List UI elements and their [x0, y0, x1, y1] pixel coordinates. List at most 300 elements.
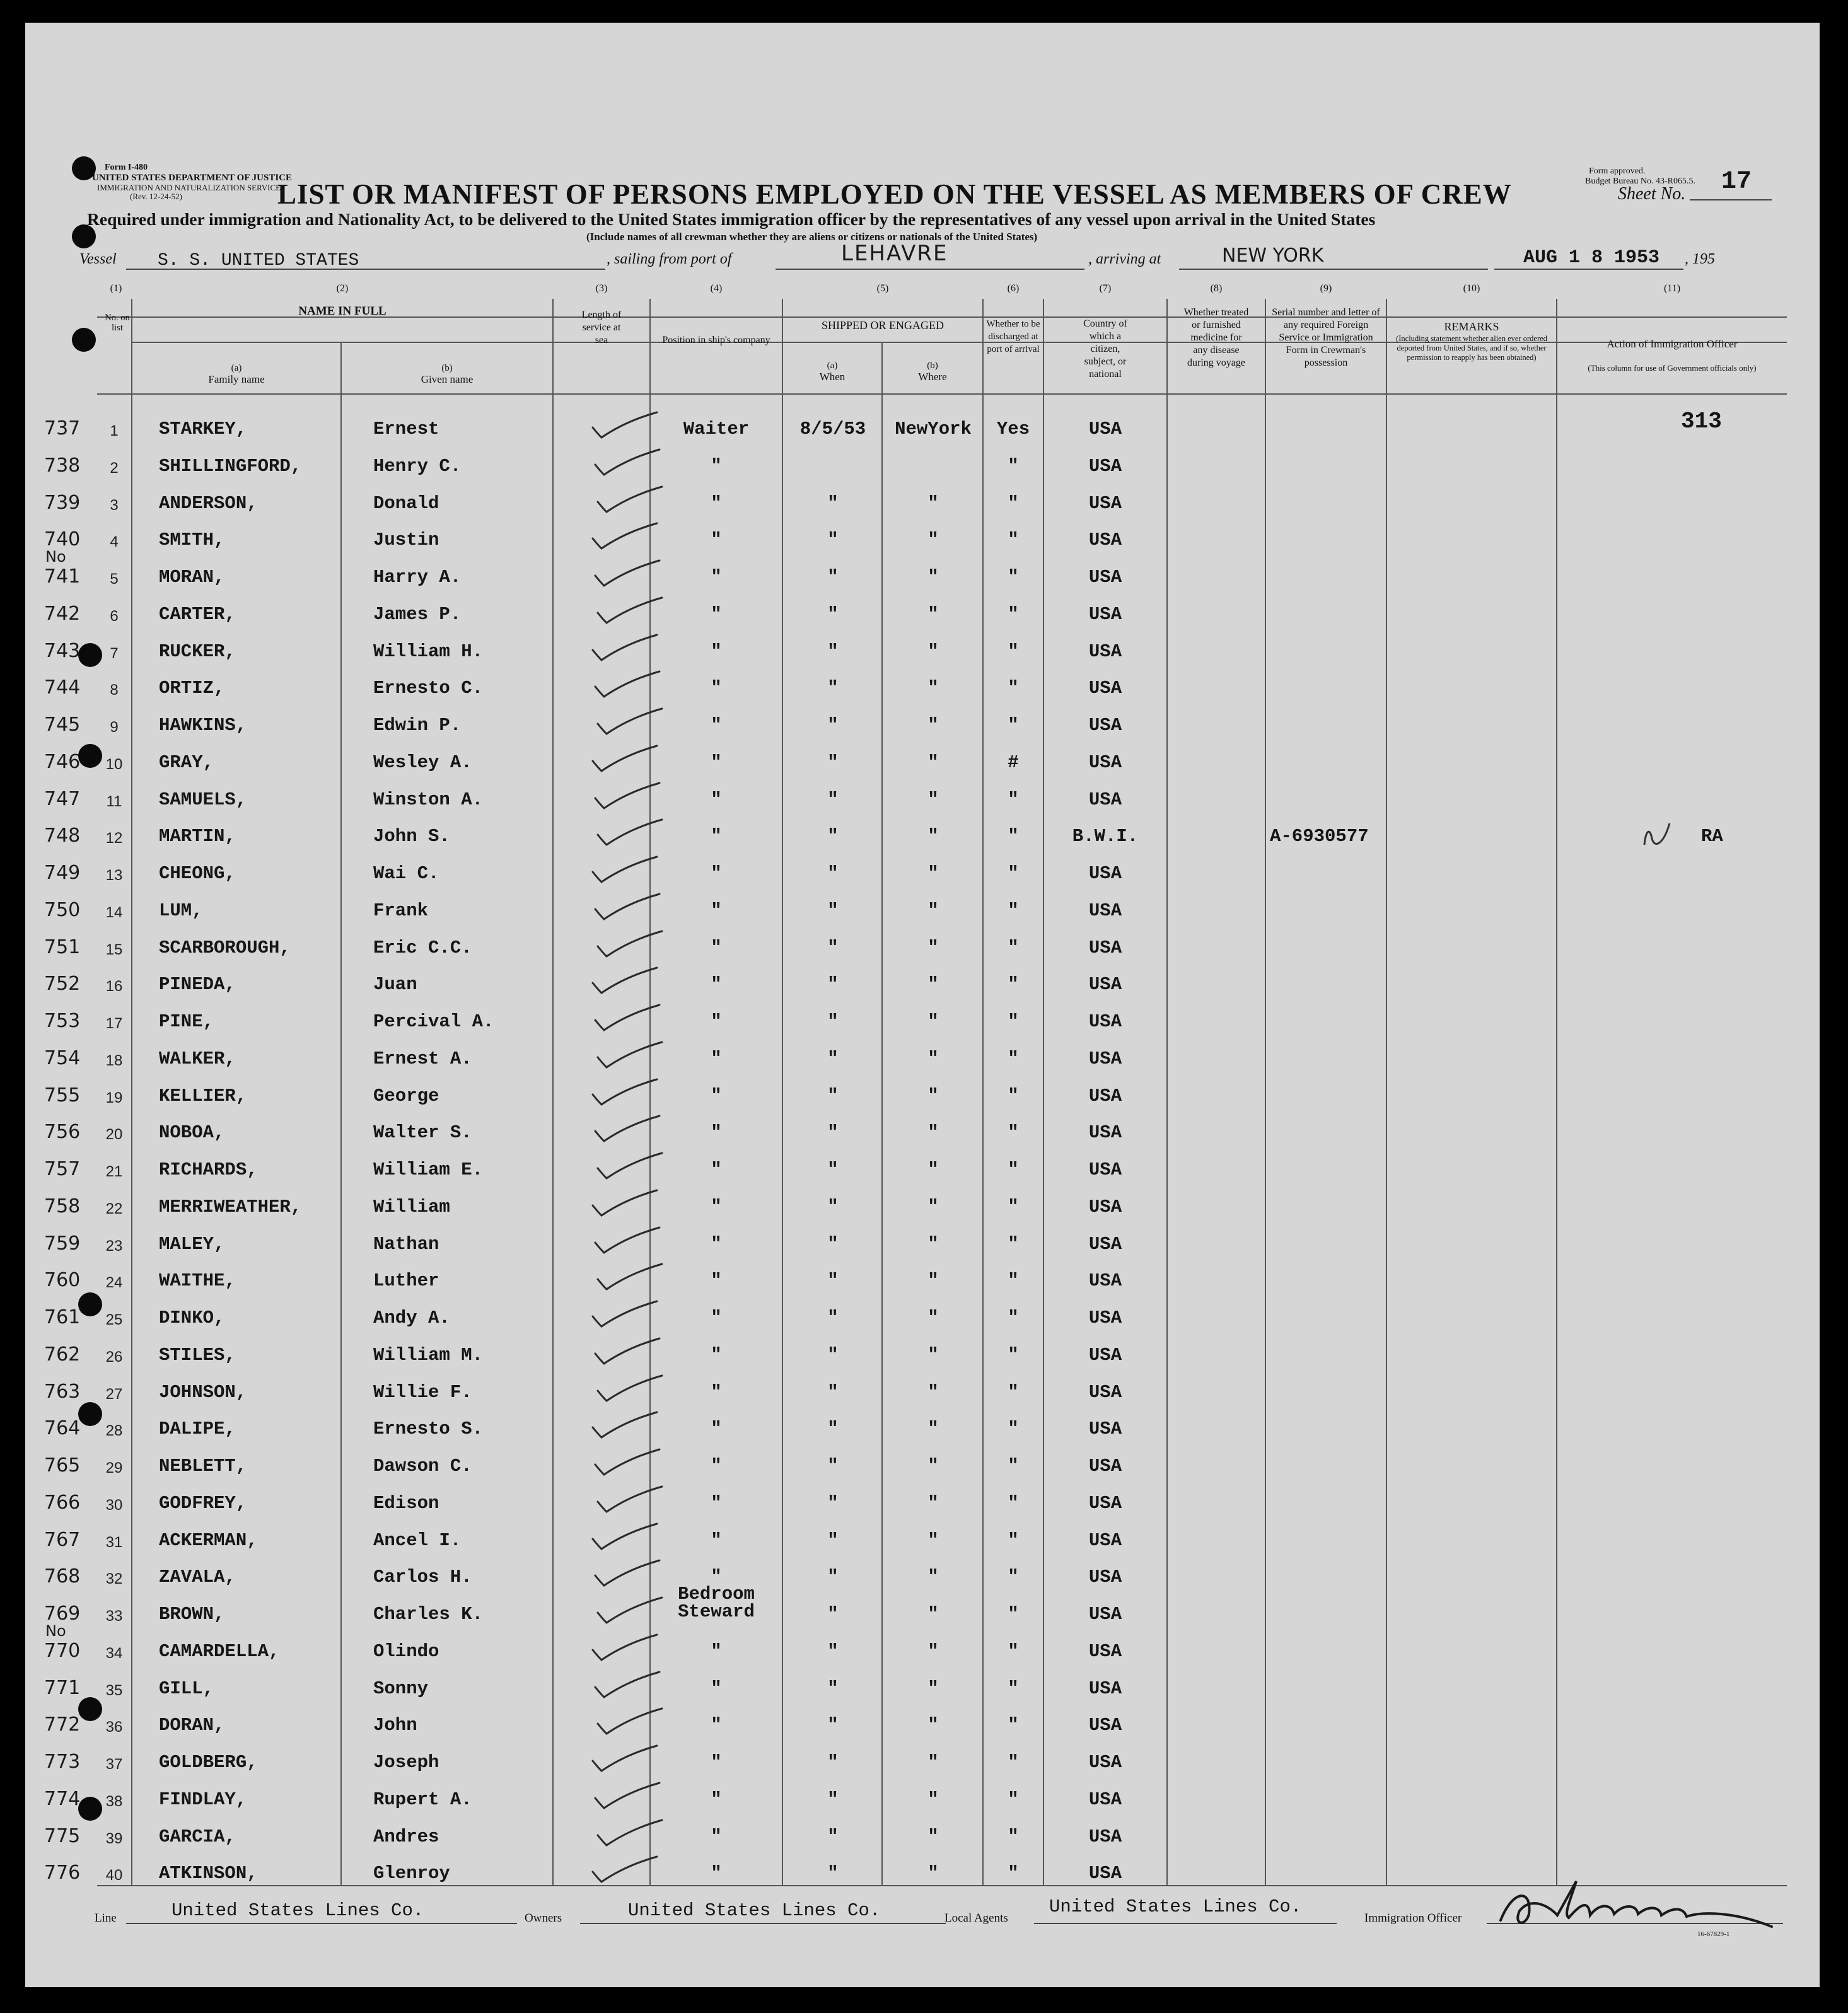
page-title: LIST OR MANIFEST OF PERSONS EMPLOYED ON THE VESSEL AS MEMBERS OF CREW	[277, 178, 1512, 210]
checkmark-icon	[593, 816, 668, 851]
position: "	[711, 751, 722, 773]
checkmark-icon	[588, 1742, 663, 1777]
family-name: SMITH,	[159, 530, 225, 551]
service: IMMIGRATION AND NATURALIZATION SERVICE	[97, 183, 281, 192]
shipped-where: "	[927, 1567, 939, 1588]
row-number: 3	[110, 496, 119, 514]
checkmark-icon	[590, 446, 666, 481]
col5-sub-rule	[782, 342, 982, 343]
position: "	[711, 1085, 722, 1106]
country: USA	[1088, 1789, 1122, 1810]
checkmark-icon	[588, 742, 663, 777]
checkmark-icon	[590, 557, 666, 592]
shipped-when: "	[827, 1492, 839, 1514]
discharge-status: "	[1008, 1270, 1019, 1292]
country: USA	[1088, 492, 1122, 514]
shipped-when: "	[827, 937, 839, 958]
country: USA	[1088, 1492, 1122, 1514]
country: USA	[1088, 1752, 1122, 1773]
col-divider	[340, 342, 342, 1885]
col-number: (8)	[1210, 283, 1223, 294]
shipped-where: "	[927, 1715, 939, 1736]
family-name: LUM,	[159, 900, 203, 921]
country: USA	[1088, 1826, 1122, 1847]
shipped-when: "	[827, 1196, 839, 1217]
row-number: 5	[110, 571, 119, 588]
checkmark-icon	[590, 1112, 666, 1147]
country: B.W.I.	[1072, 826, 1139, 847]
handwritten-line-number: 740	[44, 528, 81, 551]
country: USA	[1088, 863, 1122, 884]
discharge-status: "	[1008, 1826, 1019, 1847]
checkmark-icon	[588, 409, 663, 444]
shipped-when: "	[827, 1381, 839, 1403]
checkmark-icon	[593, 705, 668, 740]
discharge-status: "	[1008, 900, 1019, 921]
shipped-where: "	[927, 863, 939, 884]
checkmark-icon	[588, 519, 663, 555]
shipped-when: "	[827, 567, 839, 588]
family-name: NEBLETT,	[159, 1456, 247, 1476]
arriving-label: , arriving at	[1088, 251, 1161, 267]
col-number: (11)	[1663, 283, 1681, 294]
country: USA	[1088, 715, 1122, 736]
discharge-status: "	[1008, 715, 1019, 736]
shipped-when: "	[827, 1048, 839, 1069]
country: USA	[1088, 974, 1122, 995]
country: USA	[1088, 567, 1122, 588]
checkmark-icon	[588, 1408, 663, 1444]
handwritten-line-number: 758	[44, 1195, 81, 1217]
row-number: 22	[105, 1200, 123, 1217]
handwritten-line-number: 749	[44, 862, 81, 884]
shipped-where: "	[927, 1604, 939, 1625]
position: "	[711, 1456, 722, 1476]
checkmark-icon	[588, 1631, 663, 1666]
given-name: James P.	[373, 603, 462, 625]
checkmark-icon	[590, 779, 666, 815]
country: USA	[1088, 1567, 1122, 1588]
col-divider	[1166, 299, 1168, 1885]
handwritten-line-number: 765	[44, 1454, 81, 1476]
col-number: (4)	[710, 283, 723, 294]
shipped-where: "	[927, 1678, 939, 1699]
family-name: CAMARDELLA,	[159, 1640, 280, 1662]
handwritten-line-number: 750	[44, 898, 81, 921]
shipped-when: "	[827, 826, 839, 847]
position: "	[711, 455, 722, 477]
position: "	[711, 1122, 722, 1144]
family-name: MERRIWEATHER,	[159, 1196, 302, 1217]
position: "	[711, 789, 722, 810]
shipped-where: "	[927, 789, 939, 810]
family-name: BROWN,	[159, 1604, 225, 1625]
family-name: JOHNSON,	[159, 1381, 247, 1403]
sheet-no-line	[1690, 199, 1772, 200]
shipped-where: "	[927, 1196, 939, 1217]
table-header-rule	[97, 393, 1787, 395]
department: UNITED STATES DEPARTMENT OF JUSTICE	[92, 173, 293, 183]
family-name: ORTIZ,	[159, 678, 225, 699]
given-name: Edison	[373, 1492, 439, 1514]
discharge-status: "	[1008, 1678, 1019, 1699]
family-name: KELLIER,	[159, 1085, 247, 1106]
country: USA	[1088, 751, 1122, 773]
given-name: William E.	[373, 1159, 484, 1180]
position: "	[711, 1418, 722, 1440]
col-number: (7)	[1099, 283, 1112, 294]
shipped-when: "	[827, 1567, 839, 1588]
form-approved: Form approved.	[1589, 166, 1646, 176]
col-sub-label: (a)	[827, 361, 838, 371]
handwritten-line-number: 753	[44, 1010, 81, 1032]
shipped-when: "	[827, 1085, 839, 1106]
family-name: WAITHE,	[159, 1270, 236, 1292]
given-name: Andy A.	[373, 1308, 450, 1328]
handwritten-line-number: 762	[44, 1343, 81, 1366]
shipped-when: "	[827, 715, 839, 736]
checkmark-icon	[590, 1224, 666, 1259]
shipped-where: "	[927, 1159, 939, 1180]
discharge-status: "	[1008, 937, 1019, 958]
checkmark-icon	[593, 1483, 668, 1518]
col-number: (2)	[336, 283, 349, 294]
discharge-status: "	[1008, 1048, 1019, 1069]
col-divider	[131, 299, 132, 1885]
discharge-status: "	[1008, 1085, 1019, 1106]
handwritten-line-number: 776	[44, 1862, 81, 1884]
family-name: SCARBOROUGH,	[159, 937, 291, 958]
discharge-status: "	[1008, 1233, 1019, 1255]
country: USA	[1088, 1085, 1122, 1106]
handwritten-line-number: 738	[44, 454, 81, 477]
row-number: 28	[105, 1422, 123, 1440]
checkmark-icon	[590, 1335, 666, 1370]
checkmark-icon	[590, 1668, 666, 1703]
country: USA	[1088, 1529, 1122, 1551]
row-number: 17	[105, 1015, 123, 1032]
handwritten-line-number: 744	[44, 676, 81, 699]
shipped-where: "	[927, 1270, 939, 1292]
col-divider	[1556, 299, 1557, 1885]
shipped-where: "	[927, 1418, 939, 1440]
position: "	[711, 603, 722, 625]
given-name: Dawson C.	[373, 1456, 472, 1476]
subtitle: Required under immigration and Nationality Act, to be delivered to the United States immigration officer by the representatives of any vessel upon arrival in the United States	[87, 209, 1376, 229]
position: "	[711, 530, 722, 551]
arrival-date: AUG 1 8 1953	[1523, 247, 1660, 269]
shipped-when: "	[827, 900, 839, 921]
discharge-status: "	[1008, 1567, 1019, 1588]
position: "	[711, 1640, 722, 1662]
family-name: HAWKINS,	[159, 715, 247, 736]
country: USA	[1088, 1381, 1122, 1403]
row-number: 13	[105, 867, 123, 884]
col-header-length-of-service: Length of service at sea	[581, 310, 622, 345]
line-field	[126, 1923, 517, 1924]
shipped-when: "	[827, 789, 839, 810]
checkmark-icon	[593, 1038, 668, 1074]
departure-port: LEHAVRE	[841, 241, 948, 266]
given-name: Nathan	[373, 1233, 439, 1255]
handwritten-line-number: 775	[44, 1824, 81, 1847]
discharge-status: "	[1008, 603, 1019, 625]
country: USA	[1088, 1678, 1122, 1699]
col-header-where: Where	[918, 371, 947, 383]
stamp-number: 313	[1681, 409, 1722, 434]
shipped-where: "	[927, 603, 939, 625]
country: USA	[1088, 641, 1122, 662]
port-field	[776, 269, 1084, 270]
family-name: FINDLAY,	[159, 1789, 247, 1810]
shipped-where: "	[927, 1752, 939, 1773]
shipped-where: "	[927, 1122, 939, 1144]
given-name: Carlos H.	[373, 1567, 472, 1588]
given-name: Willie F.	[373, 1381, 472, 1403]
col-header-shipped-or-engaged: SHIPPED OR ENGAGED	[821, 319, 944, 332]
col-number: (6)	[1007, 283, 1020, 294]
discharge-status: "	[1008, 678, 1019, 699]
family-name: CARTER,	[159, 603, 236, 625]
owners-label: Owners	[525, 1911, 562, 1925]
shipped-when: "	[827, 751, 839, 773]
row-number: 2	[110, 459, 119, 477]
given-name: Donald	[373, 492, 439, 514]
shipped-when: "	[827, 1678, 839, 1699]
row-number: 10	[105, 755, 123, 773]
date-field	[1494, 269, 1683, 270]
discharge-status: "	[1008, 826, 1019, 847]
position: "	[711, 1344, 722, 1366]
shipped-where: "	[927, 1381, 939, 1403]
col-header-position: Position in ship's company	[662, 335, 770, 345]
checkmark-icon	[588, 1853, 663, 1888]
family-name: WALKER,	[159, 1048, 236, 1069]
include-note: (Include names of all crewman whether they are aliens or citizens or nationals of the United States)	[586, 231, 1038, 243]
checkmark-icon	[588, 1297, 663, 1333]
row-number: 26	[105, 1348, 123, 1366]
shipped-when: "	[827, 1789, 839, 1810]
given-name: Henry C.	[373, 455, 462, 477]
row-number: 40	[105, 1867, 123, 1884]
owners-field	[580, 1923, 946, 1924]
shipped-when: "	[827, 530, 839, 551]
shipped-where: "	[927, 937, 939, 958]
shipped-where: "	[927, 1789, 939, 1810]
shipped-where: "	[927, 1344, 939, 1366]
family-name: ACKERMAN,	[159, 1529, 258, 1551]
shipped-where: "	[927, 530, 939, 551]
given-name: Wai C.	[373, 863, 439, 884]
position: "	[711, 715, 722, 736]
col-header-serial-number: Serial number and letter of any required Foreign Service or Immigration Form in Crewman's possession	[1272, 307, 1380, 368]
position: "	[711, 974, 722, 995]
family-name: NOBOA,	[159, 1122, 225, 1144]
revision: (Rev. 12-24-52)	[130, 192, 182, 201]
handwritten-line-number: 772	[44, 1714, 81, 1736]
handwritten-mark-icon	[1638, 820, 1682, 851]
handwritten-line-number: 767	[44, 1528, 81, 1551]
shipped-where: NewYork	[895, 419, 972, 439]
family-name: PINEDA,	[159, 974, 236, 995]
shipped-when: "	[827, 1418, 839, 1440]
line-label: Line	[95, 1911, 117, 1925]
row-number: 30	[105, 1496, 123, 1514]
country: USA	[1088, 1122, 1122, 1144]
position: "	[711, 1863, 722, 1884]
checkmark-icon	[593, 1705, 668, 1740]
row-number: 35	[105, 1681, 123, 1699]
row-number: 4	[110, 533, 119, 551]
checkmark-icon	[590, 1779, 666, 1814]
shipped-where: "	[927, 1011, 939, 1032]
shipped-when: "	[827, 678, 839, 699]
col-divider	[782, 299, 783, 1885]
vessel-name: S. S. UNITED STATES	[158, 251, 359, 270]
position: "	[711, 1567, 722, 1588]
handwritten-line-number: 766	[44, 1491, 81, 1514]
discharge-status: "	[1008, 1456, 1019, 1476]
row-number: 6	[110, 607, 119, 625]
family-name: GOLDBERG,	[159, 1752, 258, 1773]
handwritten-line-number: 760	[44, 1269, 81, 1292]
agents-value: United States Lines Co.	[1049, 1896, 1302, 1917]
shipped-when: "	[827, 1826, 839, 1847]
position: "	[711, 937, 722, 958]
col-number: (10)	[1463, 283, 1480, 294]
given-name: Justin	[373, 530, 439, 551]
family-name: CHEONG,	[159, 863, 236, 884]
country: USA	[1088, 1233, 1122, 1255]
checkmark-icon	[593, 483, 668, 518]
checkmark-icon	[593, 1594, 668, 1629]
discharge-status: "	[1008, 1344, 1019, 1366]
handwritten-line-number: 737	[44, 417, 81, 439]
col-divider	[881, 342, 883, 1885]
sheet-number: 17	[1721, 168, 1752, 196]
position: "	[711, 1529, 722, 1551]
shipped-when: "	[827, 1344, 839, 1366]
given-name: Ernesto S.	[373, 1418, 484, 1440]
position: "	[711, 1381, 722, 1403]
discharge-status: "	[1008, 789, 1019, 810]
row-number: 23	[105, 1237, 123, 1255]
shipped-where: "	[927, 715, 939, 736]
discharge-status: "	[1008, 1418, 1019, 1440]
row-number: 27	[105, 1385, 123, 1403]
shipped-when: "	[827, 1011, 839, 1032]
immigration-action: RA	[1701, 826, 1723, 847]
shipped-where: "	[927, 678, 939, 699]
signature-icon	[1494, 1876, 1791, 1939]
family-name: GARCIA,	[159, 1826, 236, 1847]
position: "	[711, 1196, 722, 1217]
given-name: William	[373, 1196, 450, 1217]
checkmark-icon	[593, 927, 668, 963]
family-name: MARTIN,	[159, 826, 236, 847]
checkmark-icon	[593, 1816, 668, 1852]
shipped-when: "	[827, 1159, 839, 1180]
checkmark-icon	[588, 1186, 663, 1222]
handwritten-line-number: 755	[44, 1084, 81, 1106]
arriving-field	[1179, 269, 1488, 270]
form-number: Form I-480	[105, 163, 148, 172]
shipped-where: "	[927, 751, 939, 773]
shipped-when: "	[827, 492, 839, 514]
given-name: Ernest A.	[373, 1048, 472, 1069]
col-header-family-name: Family name	[208, 373, 265, 385]
shipped-where: "	[927, 1048, 939, 1069]
row-number: 7	[110, 644, 119, 662]
given-name: Percival A.	[373, 1011, 494, 1032]
col-header-action: Action of Immigration Officer	[1607, 338, 1738, 350]
position: "	[711, 1752, 722, 1773]
handwritten-line-number: 746	[44, 750, 81, 773]
col-header-discharged: Whether to be discharged at port of arrival	[986, 319, 1040, 354]
punch-hole	[78, 1697, 102, 1721]
row-number: 38	[105, 1792, 123, 1810]
family-name: PINE,	[159, 1011, 214, 1032]
discharge-status: "	[1008, 1529, 1019, 1551]
col-number: (5)	[876, 283, 889, 294]
discharge-status: "	[1008, 974, 1019, 995]
sheet-label: Sheet No.	[1618, 184, 1686, 204]
country: USA	[1088, 1715, 1122, 1736]
row-number: 25	[105, 1311, 123, 1328]
col-header-remarks: REMARKS	[1444, 320, 1499, 333]
given-name: Ernest	[373, 419, 439, 439]
discharge-status: "	[1008, 1715, 1019, 1736]
position: "	[711, 1011, 722, 1032]
shipped-when: "	[827, 603, 839, 625]
row-number: 20	[105, 1126, 123, 1144]
discharge-status: "	[1008, 863, 1019, 884]
discharge-status: "	[1008, 492, 1019, 514]
country: USA	[1088, 1308, 1122, 1328]
shipped-when: "	[827, 1122, 839, 1144]
family-name: GODFREY,	[159, 1492, 247, 1514]
manifest-sheet	[25, 23, 1820, 1987]
given-name: William H.	[373, 641, 484, 662]
handwritten-line-number: 770	[44, 1639, 81, 1662]
handwritten-line-number: 739	[44, 491, 81, 514]
country: USA	[1088, 1048, 1122, 1069]
shipped-where: "	[927, 1233, 939, 1255]
position: "	[711, 1678, 722, 1699]
checkmark-icon	[588, 1520, 663, 1555]
shipped-when: "	[827, 1308, 839, 1328]
col-number: (1)	[110, 283, 122, 294]
officer-label: Immigration Officer	[1364, 1911, 1462, 1925]
col-header-when: When	[819, 371, 846, 383]
col-note-remarks: (Including statement whether alien ever ordered deported from United States, and if so, whether permission to reapply has been obtained)	[1396, 334, 1547, 362]
checkmark-icon	[588, 631, 663, 666]
family-name: SAMUELS,	[159, 789, 247, 810]
shipped-where: "	[927, 974, 939, 995]
row-number: 24	[105, 1274, 123, 1292]
checkmark-icon	[593, 1149, 668, 1185]
family-name: DALIPE,	[159, 1418, 236, 1440]
discharge-status: "	[1008, 1196, 1019, 1217]
row-number: 21	[105, 1163, 123, 1180]
handwritten-line-number: 769	[44, 1603, 81, 1625]
given-name: William M.	[373, 1344, 484, 1366]
handwritten-line-number: 768	[44, 1565, 81, 1588]
col-sub-label: (a)	[231, 363, 242, 373]
shipped-when: "	[827, 1529, 839, 1551]
position: Steward	[678, 1601, 755, 1622]
handwritten-line-number: 741	[44, 566, 81, 588]
